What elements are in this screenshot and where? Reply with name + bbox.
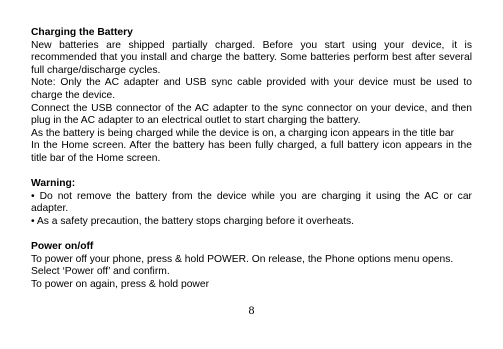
power-line-power-off: To power off your phone, press & hold POWER. On release, the Phone options menu opens. bbox=[31, 253, 454, 265]
warning-item-remove-battery: • Do not remove the battery from the device while you are charging it using the AC or car adapter. bbox=[31, 190, 472, 215]
section-title-warning: Warning: bbox=[31, 178, 76, 190]
power-line-power-on: To power on again, press & hold power bbox=[31, 278, 210, 290]
charging-paragraph-note: Note: Only the AC adapter and USB sync cable provided with your device must be used to charge the device. bbox=[31, 77, 472, 101]
charging-paragraph-icon: As the battery is being charged while the device is on, a charging icon appears in the title bar bbox=[31, 127, 454, 139]
section-title-power-on-off: Power on/off bbox=[31, 241, 94, 253]
charging-paragraph-home-screen: In the Home screen. After the battery has been fully charged, a full battery icon appears in the title bar of the Home screen. bbox=[31, 140, 472, 164]
section-spacer bbox=[31, 166, 472, 179]
document-page bbox=[31, 27, 472, 291]
power-line-select: Select ‘Power off’ and confirm. bbox=[31, 266, 170, 278]
section-spacer bbox=[31, 229, 472, 242]
charging-paragraph-intro: New batteries are shipped partially charged. Before you start using your device, it is recommended that you install and charge the battery. Some batteries perform best after several full charge/discharge cycles. bbox=[31, 39, 472, 76]
charging-paragraph-connect: Connect the USB connector of the AC adapter to the sync connector on your device, and then plug in the AC adapter to an electrical outlet to start charging the battery. bbox=[31, 102, 472, 127]
warning-item-safety: • As a safety precaution, the battery stops charging before it overheats. bbox=[31, 215, 354, 227]
page-number: 8 bbox=[248, 303, 255, 317]
section-title-charging-the-battery: Charging the Battery bbox=[31, 27, 133, 38]
